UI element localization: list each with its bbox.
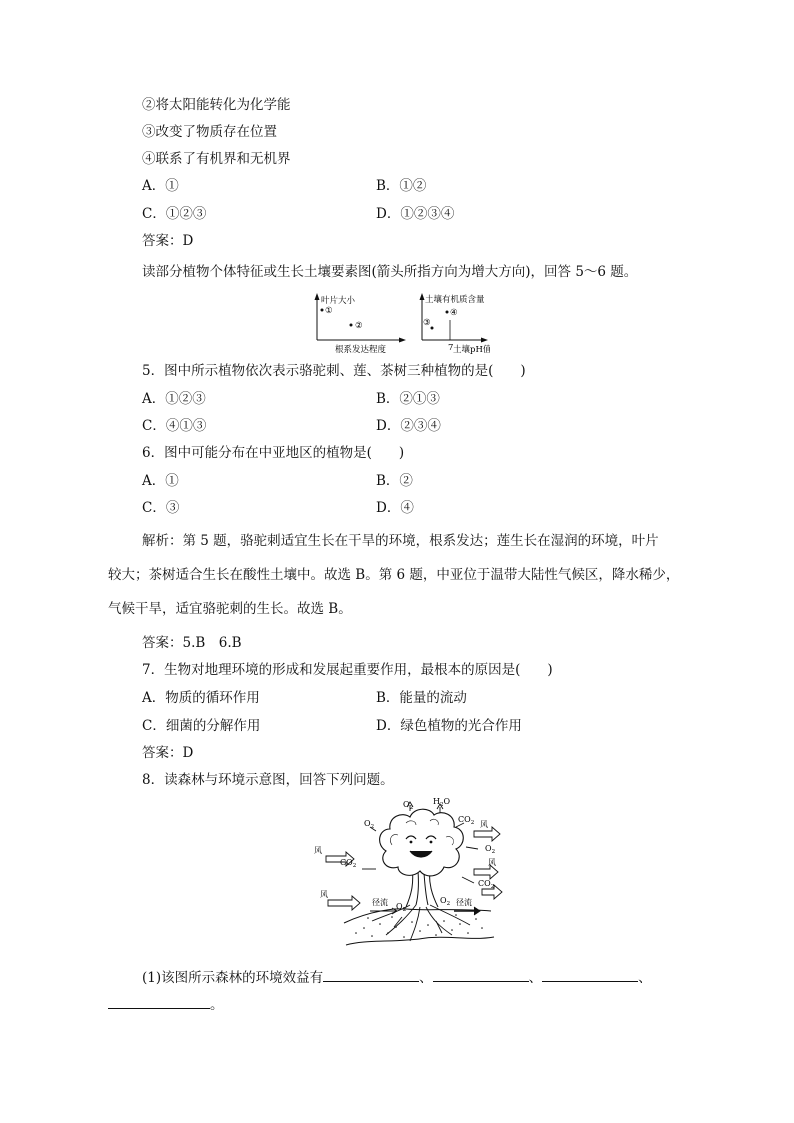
- runoff-left: 径流: [372, 898, 388, 907]
- wind-right: 风: [488, 858, 496, 867]
- co2-top-right: $CO_2$: [458, 815, 475, 826]
- q5-choice-c: C．④①③: [142, 418, 207, 434]
- o2-left: $O_2$: [364, 819, 375, 830]
- answer-top: 答案：D: [142, 233, 194, 249]
- point-3-label: ③: [423, 318, 431, 328]
- right-ylabel: 土壤有机质含量: [425, 295, 485, 305]
- separator-3: 、: [638, 970, 652, 986]
- q8-stem: 8．读森林与环境示意图，回答下列问题。: [142, 772, 394, 788]
- q7-choice-b: B．能量的流动: [376, 690, 467, 706]
- q5-choice-b: B．②①③: [376, 391, 440, 407]
- q7-choice-d: D．绿色植物的光合作用: [376, 718, 522, 734]
- tree-crown: [380, 809, 464, 876]
- answer-blank-1[interactable]: [323, 967, 419, 982]
- wind-left-top: 风: [314, 846, 322, 855]
- point-1-label: ①: [325, 306, 333, 316]
- co2-left: $CO_2$: [340, 858, 357, 869]
- plant-feature-svg: [305, 290, 490, 358]
- choice-b: B．①②: [376, 178, 427, 194]
- right-plot: [420, 293, 491, 355]
- o2-bottom-left: $O_2$: [396, 902, 407, 913]
- o2-bottom-right: $O_2$: [440, 896, 451, 907]
- right-xlabel: 土壤pH值: [453, 345, 490, 355]
- sentence-end: 。: [210, 997, 224, 1013]
- q6-stem: 6．图中可能分布在中亚地区的植物是( ): [142, 445, 405, 461]
- option-2: ②将太阳能转化为化学能: [142, 97, 291, 113]
- q6-choice-d: D．④: [376, 500, 414, 516]
- q7-choice-c: C．细菌的分解作用: [142, 718, 261, 734]
- option-4: ④联系了有机界和无机界: [142, 151, 291, 167]
- left-xlabel: 根系发达程度: [335, 345, 387, 355]
- answer-blank-4[interactable]: [108, 994, 210, 1009]
- answer-blank-3[interactable]: [542, 967, 638, 982]
- q7-choice-a: A．物质的循环作用: [142, 690, 260, 706]
- q6-choice-b: B．②: [376, 473, 413, 489]
- runoff-right: 径流: [456, 898, 472, 907]
- q5-choice-d: D．②③④: [376, 418, 441, 434]
- q8-sub1-cont: [108, 994, 224, 1014]
- wind-left-bottom: 风: [320, 890, 328, 899]
- q8-sub1: [142, 967, 652, 987]
- forest-environment-figure: [306, 793, 506, 953]
- analysis-line-2: 较大；茶树适合生长在酸性土壤中。故选 B。第 6 题，中亚位于温带大陆性气候区，降水稀少，: [108, 567, 680, 583]
- q6-choice-c: C．③: [142, 500, 180, 516]
- separator-1: 、: [419, 970, 433, 986]
- left-ylabel: 叶片大小: [321, 296, 356, 306]
- tick-7: 7: [448, 343, 454, 353]
- separator-2: 、: [528, 970, 543, 986]
- q7-stem: 7．生物对地理环境的形成和发展起重要作用，最根本的原因是( ): [142, 662, 553, 678]
- option-3: ③改变了物质存在位置: [142, 124, 277, 140]
- answer-blank-2[interactable]: [433, 967, 529, 982]
- point-4-dot: [446, 311, 449, 314]
- forest-environment-svg: [306, 793, 506, 953]
- choice-a: A．①: [142, 178, 179, 194]
- point-2-label: ②: [355, 321, 363, 331]
- plant-feature-figure: [305, 290, 490, 358]
- analysis-line-1: 解析：第 5 题，骆驼刺适宜生长在干旱的环境，根系发达；莲生长在湿润的环境，叶片: [142, 533, 659, 549]
- o2-right: $O_2$: [485, 844, 496, 855]
- co2-right: $CO_2$: [478, 879, 495, 890]
- q6-choice-a: A．①: [142, 473, 179, 489]
- q8-sub1-text: (1)该图所示森林的环境效益有: [142, 970, 324, 986]
- choice-c: C．①②③: [142, 206, 207, 222]
- q5-stem: 5．图中所示植物依次表示骆驼刺、莲、茶树三种植物的是( ): [142, 363, 526, 379]
- q5-choice-a: A．①②③: [142, 391, 206, 407]
- left-plot: [315, 293, 407, 355]
- intro-q5-6: 读部分植物个体特征或生长土壤要素图(箭头所指方向为增大方向)，回答 5～6 题。: [142, 264, 638, 280]
- o2-top: $O_2$: [403, 800, 414, 811]
- point-3-dot: [431, 327, 434, 330]
- analysis-line-3: 气候干旱，适宜骆驼刺的生长。故选 B。: [108, 601, 352, 617]
- h2o-label: $H_2O$: [433, 797, 451, 808]
- point-1-dot: [321, 309, 324, 312]
- wind-top-right: 风: [480, 820, 488, 829]
- choice-d: D．①②③④: [376, 206, 455, 222]
- point-2-dot: [350, 324, 353, 327]
- analysis-answer: 答案：5.B 6.B: [142, 635, 242, 651]
- point-4-label: ④: [450, 308, 458, 318]
- q7-answer: 答案：D: [142, 745, 194, 761]
